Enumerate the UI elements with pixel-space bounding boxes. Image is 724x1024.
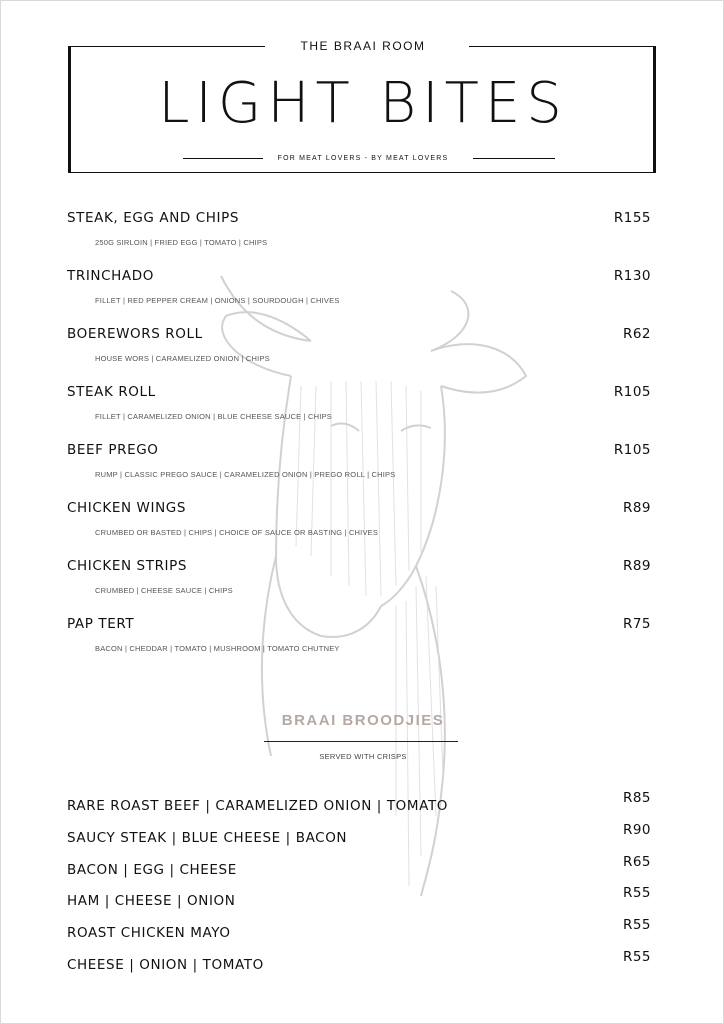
broodjies-list [67,790,651,987]
item-description: 250G SIRLOIN | FRIED EGG | TOMATO | CHIPS [95,238,268,247]
item-price: R55 [622,885,651,902]
item-price: R130 [613,268,651,284]
item-name: STEAK, EGG AND CHIPS [67,210,240,226]
tagline: FOR MEAT LOVERS - BY MEAT LOVERS [277,155,449,162]
item-price: R90 [622,821,651,838]
item-description: BACON | CHEDDAR | TOMATO | MUSHROOM | TOMATO CHUTNEY [95,644,340,653]
item-price: R65 [622,853,651,870]
menu-item [67,438,651,496]
light-bites-list [67,206,651,670]
item-description: CRUMBED | CHEESE SAUCE | CHIPS [95,586,233,595]
item-name: STEAK ROLL [67,384,156,400]
item-price: R55 [622,917,651,934]
item-price: R62 [622,326,651,342]
menu-item [67,496,651,554]
item-description: FILLET | RED PEPPER CREAM | ONIONS | SOURDOUGH | CHIVES [95,296,340,305]
item-description: FILLET | CARAMELIZED ONION | BLUE CHEESE SAUCE | CHIPS [95,412,332,421]
venue-name: THE BRAAI ROOM [300,39,426,53]
item-description: HOUSE WORS | CARAMELIZED ONION | CHIPS [95,354,270,363]
item-price: R75 [622,616,651,632]
list-item [67,790,651,828]
item-description: RUMP | CLASSIC PREGO SAUCE | CARAMELIZED ONION | PREGO ROLL | CHIPS [95,470,396,479]
item-name: HAM | CHEESE | ONION [67,893,236,910]
section-subtitle: SERVED WITH CRISPS [319,752,407,761]
list-item [67,917,651,955]
list-item [67,821,651,860]
list-item [67,853,651,892]
item-name: TRINCHADO [67,268,154,284]
menu-item [67,380,651,438]
item-price: R85 [622,790,651,806]
item-name: RARE ROAST BEEF | CARAMELIZED ONION | TOMATO [67,798,449,814]
menu-item [67,264,651,322]
item-name: BACON | EGG | CHEESE [67,861,237,878]
item-name: CHICKEN WINGS [67,500,187,516]
section-divider [264,741,458,742]
item-name: CHEESE | ONION | TOMATO [67,956,264,973]
menu-item [67,206,651,264]
item-name: CHICKEN STRIPS [67,558,188,574]
item-name: SAUCY STEAK | BLUE CHEESE | BACON [67,829,348,846]
menu-item [67,322,651,380]
frame-bottom-line [71,172,653,173]
list-item [67,948,651,987]
section-title: BRAAI BROODJIES [281,712,445,729]
menu-item [67,554,651,612]
item-price: R89 [622,500,651,516]
item-price: R105 [613,442,651,458]
item-name: ROAST CHICKEN MAYO [67,925,231,942]
item-name: BOEREWORS ROLL [67,326,203,342]
list-item [67,885,651,923]
item-price: R155 [613,210,651,226]
item-price: R105 [613,384,651,400]
item-name: PAP TERT [67,616,135,632]
item-price: R89 [622,558,651,574]
page-title: LIGHT BITES [158,71,568,136]
item-price: R55 [622,948,651,965]
menu-item [67,612,651,670]
item-name: BEEF PREGO [67,442,159,458]
item-description: CRUMBED OR BASTED | CHIPS | CHOICE OF SAUCE OR BASTING | CHIVES [95,528,379,537]
